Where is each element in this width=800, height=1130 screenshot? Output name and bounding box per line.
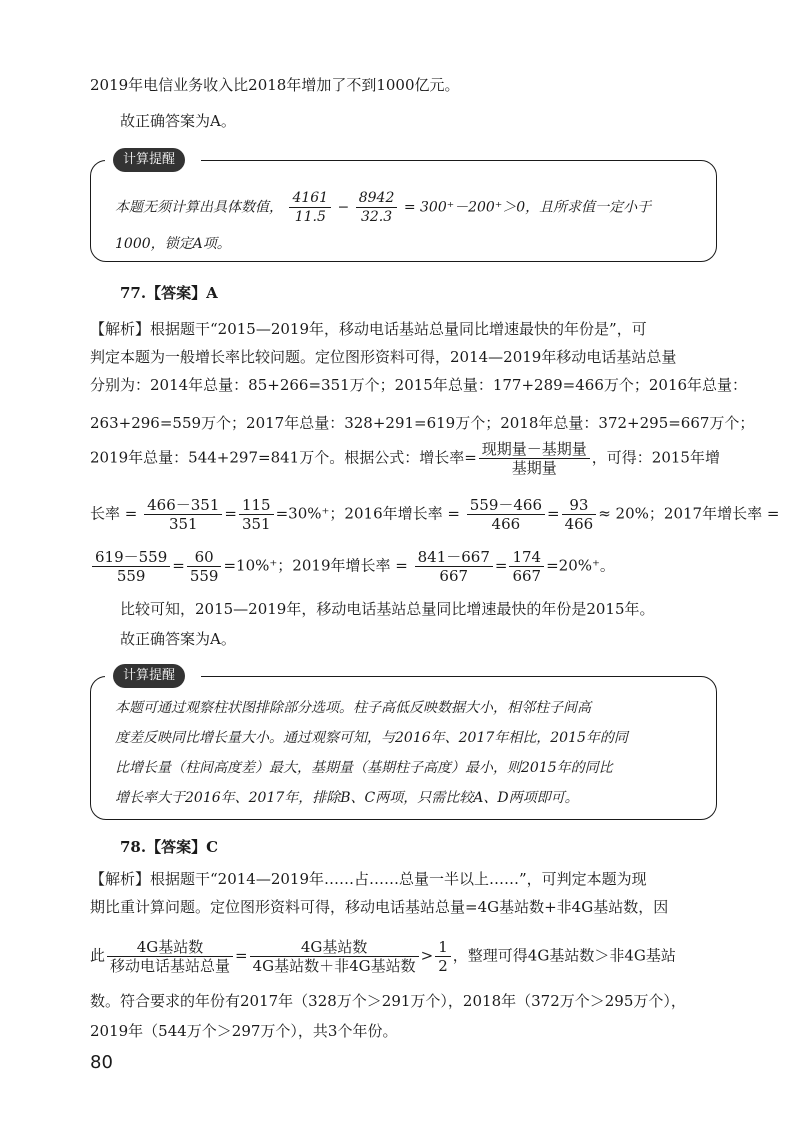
fraction: $\frac{466-351}{351}$ [144,496,222,533]
fraction: $\frac{\text{4G基站数}}{\text{移动电话基站总量}}$ [107,938,233,975]
fraction: $\frac{93}{466}$ [562,496,597,533]
formula-line: 2019年总量：544+297=841万个。根据公式：增长率= $\frac{\text{现期量－基期量}}{\text{基期量}}$ ，可得：2015年增 [90,440,720,477]
fraction: $\frac{\text{现期量－基期量}}{\text{基期量}}$ [479,440,590,477]
text-line: 【解析】根据题干“2014—2019年……占……总量一半以上……”，可判定本题为现 [90,870,647,888]
text-line: 故正确答案为A。 [120,112,236,130]
tip-text-line: 度差反映同比增长量大小。通过观察可知，与2016年、2017年相比，2015年的同 [115,730,628,746]
text-line: 期比重计算问题。定位图形资料可得，移动电话基站总量=4G基站数+非4G基站数，因 [90,898,669,916]
answer-78: 78.【答案】C [120,838,219,856]
fraction: $\frac{1}{2}$ [435,938,451,975]
text-line: 判定本题为一般增长率比较问题。定位图形资料可得，2014—2019年移动电话基站总量 [90,348,677,366]
fraction: $\frac{619-559}{559}$ [92,548,170,585]
tip-box-2 [90,668,717,820]
fraction: $\frac{115}{351}$ [239,496,274,533]
tip-text-line: 本题可通过观察柱状图排除部分选项。柱子高低反映数据大小，相邻柱子间高 [115,700,591,716]
tip-box-1 [90,152,717,262]
fraction: $\frac{8942}{32.3}$ [356,189,398,226]
answer-77: 77.【答案】A [120,284,218,302]
formula-line: $\frac{619-559}{559}$ = $\frac{60}{559}$ =10%⁺；2019年增长率 = $\frac{841-667}{667}$ = $\frac{174}{667}$ =20%⁺。 [90,548,615,585]
text-line: 故正确答案为A。 [120,630,236,648]
text-line: 比较可知，2015—2019年，移动电话基站总量同比增速最快的年份是2015年。 [120,600,655,618]
page-number: 80 [90,1052,113,1073]
text-line: 2019年（544万个＞297万个），共3个年份。 [90,1022,398,1040]
tip-label: 计算提醒 [113,664,185,688]
text-line: 【解析】根据题干“2015—2019年，移动电话基站总量同比增速最快的年份是”，可 [90,320,647,338]
fraction: $\frac{4161}{11.5}$ [289,189,331,226]
tip-text-line: 比增长量（柱间高度差）最大，基期量（基期柱子高度）最小，则2015年的同比 [115,760,613,776]
fraction: $\frac{174}{667}$ [509,548,544,585]
tip-text-line: 增长率大于2016年、2017年，排除B、C两项，只需比较A、D两项即可。 [115,790,579,806]
text-line: 2019年电信业务收入比2018年增加了不到1000亿元。 [90,76,460,94]
text-line: 分别为：2014年总量：85+266=351万个；2015年总量：177+289=466万个；2016年总量： [90,376,748,394]
fraction: $\frac{60}{559}$ [187,548,222,585]
text-line: 263+296=559万个；2017年总量：328+291=619万个；2018年总量：372+295=667万个； [90,414,755,432]
formula-line: 长率 = $\frac{466-351}{351}$ = $\frac{115}{351}$ =30%⁺；2016年增长率 = $\frac{559-466}{466}$ = $\frac{93}{466}$ ≈ 20%；2017年增长率 = [90,496,780,533]
formula-line: 此 $\frac{\text{4G基站数}}{\text{移动电话基站总量}}$ = $\frac{\text{4G基站数}}{\text{4G基站数＋非4G基站数}}$ > $\frac{1}{2}$ ，整理可得4G基站数＞非4G基站 [90,938,676,975]
tip-text-line: 本题无须计算出具体数值， $\frac{4161}{11.5}$ − $\frac{8942}{32.3}$ = 300⁺－200⁺＞0，且所求值一定小于 [115,190,652,225]
fraction: $\frac{841-667}{667}$ [415,548,493,585]
text-line: 数。符合要求的年份有2017年（328万个＞291万个），2018年（372万个＞295万个）， [90,992,686,1010]
fraction: $\frac{559-466}{466}$ [467,496,545,533]
tip-label: 计算提醒 [113,148,185,172]
fraction: $\frac{\text{4G基站数}}{\text{4G基站数＋非4G基站数}}$ [250,938,419,975]
tip-text-line: 1000，锁定A项。 [115,236,231,252]
